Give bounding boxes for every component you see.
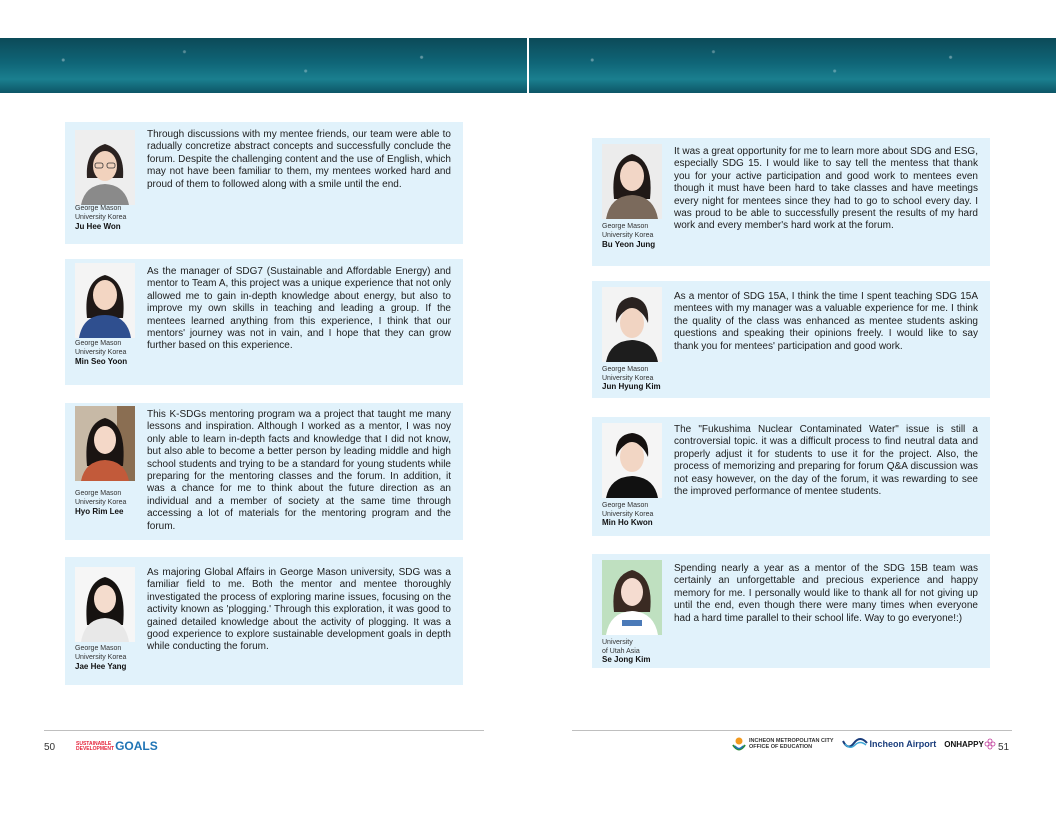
ocean-banner-right (529, 38, 1056, 93)
person-name: Bu Yeon Jung (602, 240, 656, 249)
person-name: Min Ho Kwon (602, 518, 653, 527)
testimonial-card (65, 259, 463, 385)
affiliation: George Mason University Korea (602, 366, 654, 382)
footer-divider-right (572, 730, 1012, 731)
airport-wave-icon (842, 737, 868, 751)
sdg-logo-small-text: SUSTAINABLE DEVELOPMENT (76, 741, 115, 752)
affiliation: George Mason University Korea (75, 340, 127, 356)
page-number-right: 51 (998, 742, 1010, 753)
profile-photo (602, 423, 662, 498)
flower-icon (984, 738, 996, 750)
person-name: Hyo Rim Lee (75, 507, 124, 516)
profile-photo (602, 287, 662, 362)
profile-photo (75, 130, 135, 205)
affiliation: George Mason University Korea (75, 645, 127, 661)
partner-logos (732, 736, 996, 752)
profile-photo (75, 567, 135, 642)
profile-photo (602, 560, 662, 635)
onhappy-text: ONHAPPY (944, 739, 984, 749)
testimonial-card (65, 557, 463, 685)
affiliation: George Mason University Korea (602, 223, 654, 239)
testimonial-text: The "Fukushima Nuclear Contaminated Water" issue is still a controversial topic. it was a difficult process to find neutral data and properly adjust it for students to use it for the project. Also, the process of memorizing and preparing for forum Q&A discussion was not easy however, on the day of the forum, it was rewarding to see the improved performance of mentee students. (674, 424, 978, 498)
testimonial-card (65, 122, 463, 244)
airport-name: Incheon Airport (869, 739, 937, 749)
person-name: Se Jong Kim (602, 655, 651, 664)
office-emblem-icon (732, 736, 746, 752)
testimonial-card (65, 403, 463, 540)
testimonial-card (592, 281, 990, 398)
office-name: INCHEON METROPOLITAN CITY OFFICE OF EDUCATION (749, 738, 834, 750)
testimonial-card (592, 554, 990, 668)
testimonial-text: Spending nearly a year as a mentor of the SDG 15B team was certainly an unforgettable and precious experience and happy memory for me. I personally would like to thank all for not giving up until the end, even though there were many times when everyone had a hard time parallel to their school life. Way to go everyone!:) (674, 563, 978, 624)
testimonial-text: Through discussions with my mentee friends, our team were able to radually concretize abstract concepts and successfully conclude the forum. Despite the challenging content and the use of English, which may not have been familiar to them, my mentees worked hard and proud of them to followed along with a smile until the end. (147, 129, 451, 190)
onhappy-logo (944, 738, 996, 750)
testimonial-text: As the manager of SDG7 (Sustainable and Affordable Energy) and mentor to Team A, this project was a unique experience that not only allowed me to gain in-depth knowledge about energy, but also to improve my own skills in teaching and leading a group. If the mentees learned anything from this experience, I think that our mentors' journey was not in vain, and I hope that they can grow further based on this experience. (147, 266, 451, 352)
incheon-airport-logo (842, 737, 937, 751)
person-name: Ju Hee Won (75, 222, 121, 231)
sdg-logo-goals: GOALS (115, 739, 158, 753)
affiliation: George Mason University Korea (75, 205, 127, 221)
affiliation: George Mason University Korea (75, 490, 127, 506)
affiliation: University of Utah Asia (602, 639, 640, 655)
ocean-banner-left (0, 38, 527, 93)
affiliation: George Mason University Korea (602, 502, 654, 518)
profile-photo (75, 263, 135, 338)
testimonial-text: It was a great opportunity for me to learn more about SDG and ESG, especially SDG 15. I would like to say tell the mentess that thank you for your active participation and good work to mentees even though it must have been hard to take classes and have meetings every night for mentees since they had to go to school every day. I was proud to be able to successfully present the results of my hard work and every member's hard work at the forum. (674, 146, 978, 232)
testimonial-text: This K-SDGs mentoring program wa a project that taught me many lessons and inspiration. Although I worked as a mentor, I was noy only able to learn in-depth facts and knowledge that I did not know, but also able to become a better person by leading middle and high school students and trying to be a standard for young students while preparing for the mentoring classes and the forum. In addition, it was a chance for me to think about the future direction as an individual and a member of society at the same time through accessing a lot of materials for the mentoring program and the forum. (147, 409, 451, 532)
person-name: Jun Hyung Kim (602, 382, 661, 391)
profile-photo (75, 406, 135, 481)
person-name: Jae Hee Yang (75, 662, 127, 671)
sdg-logo (76, 740, 158, 752)
testimonial-text: As majoring Global Affairs in George Mason university, SDG was a familiar field to me. Both the mentor and mentee thoroughly investigated the process of exploring marine issues, focusing on the activity known as 'plogging.' Through this exploration, it was good to gained detailed knowledge about the activity of plogging. It was a good experience to explore sustainable development goals in depth while conducting the forum. (147, 567, 451, 653)
person-name: Min Seo Yoon (75, 357, 128, 366)
office-of-education-logo (732, 736, 834, 752)
page-number-left: 50 (44, 742, 56, 753)
footer-divider-left (44, 730, 484, 731)
profile-photo (602, 144, 662, 219)
testimonial-card (592, 138, 990, 266)
testimonial-card (592, 417, 990, 536)
testimonial-text: As a mentor of SDG 15A, I think the time I spent teaching SDG 15A mentees with my manager was a valuable experience for me. I think the quality of the class was enhanced as mentee students asking questions and speaking their opinions freely. I would like to say thank you for mentees' participation and good work. (674, 291, 978, 352)
